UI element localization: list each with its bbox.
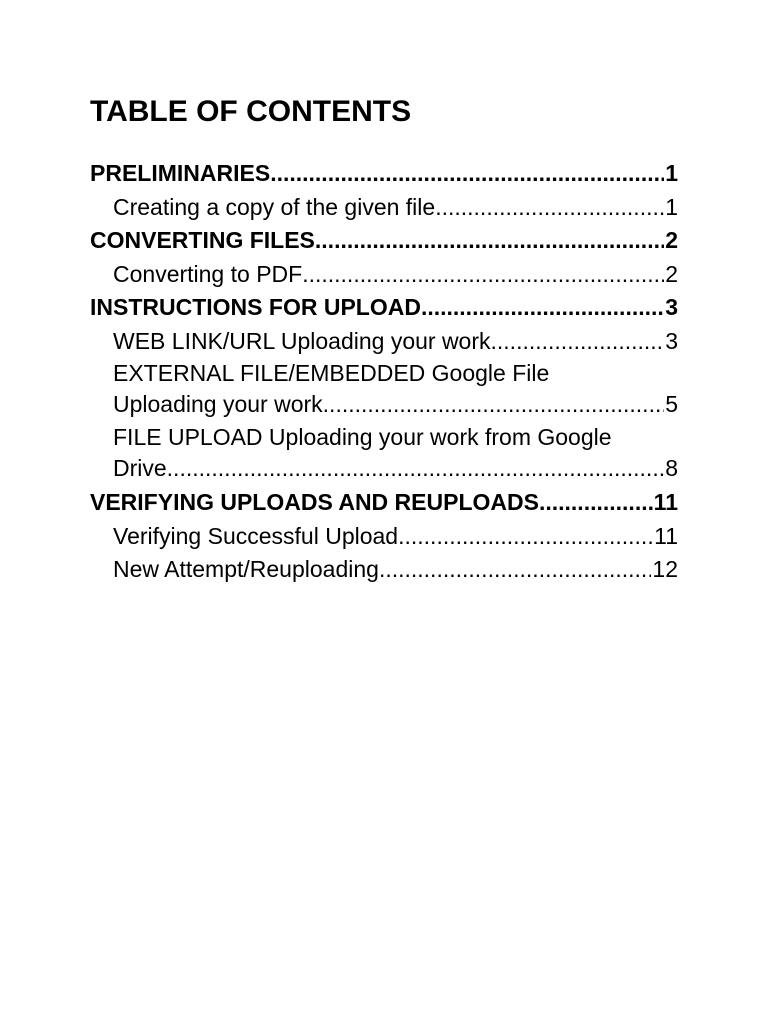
toc-page-number: 1 [665, 160, 678, 186]
toc-leader-dots [539, 486, 653, 520]
toc-entry-external-file[interactable] [90, 358, 678, 422]
toc-entry-label: PRELIMINARIES [90, 160, 271, 186]
toc-list [90, 157, 678, 587]
toc-entry-new-attempt[interactable] [90, 553, 678, 587]
toc-entry-label: Converting to PDF [113, 260, 303, 287]
toc-page-number: 2 [665, 260, 678, 287]
toc-leader-dots [270, 157, 664, 191]
toc-leader-dots [315, 224, 664, 258]
toc-page-number: 3 [665, 294, 678, 320]
toc-leader-dots [379, 553, 651, 587]
toc-entry-verifying-uploads[interactable] [90, 486, 678, 520]
toc-page-number: 8 [665, 455, 678, 481]
toc-entry-label: Creating a copy of the given file [113, 193, 436, 220]
toc-leader-dots [323, 389, 665, 420]
toc-entry-label-line1: FILE UPLOAD Uploading your work from Google [113, 424, 612, 450]
toc-entry-label: Uploading your work [113, 391, 323, 417]
toc-page-number: 1 [665, 193, 678, 220]
toc-entry-label: INSTRUCTIONS FOR UPLOAD [90, 294, 421, 320]
toc-entry-label: VERIFYING UPLOADS AND REUPLOADS [90, 489, 539, 515]
toc-entry-verifying-successful[interactable] [90, 520, 678, 554]
toc-entry-label: Verifying Successful Upload [113, 522, 399, 549]
toc-page-number: 3 [665, 327, 678, 354]
toc-page-number: 12 [652, 556, 678, 582]
toc-page-number: 2 [665, 227, 678, 253]
toc-entry-file-upload[interactable] [90, 422, 678, 486]
toc-entry-label: Drive [113, 455, 167, 481]
toc-entry-converting-pdf[interactable] [90, 258, 678, 292]
toc-entry-creating-copy[interactable] [90, 191, 678, 225]
toc-leader-dots [302, 258, 664, 292]
toc-leader-dots [398, 520, 653, 554]
toc-page-number: 11 [653, 489, 678, 515]
toc-entry-label: WEB LINK/URL Uploading your work [113, 327, 491, 354]
toc-title: TABLE OF CONTENTS [90, 95, 412, 128]
toc-leader-dots [491, 325, 665, 359]
toc-leader-dots [421, 291, 664, 325]
toc-entry-label: New Attempt/Reuploading [113, 556, 379, 582]
toc-entry-converting-files[interactable] [90, 224, 678, 258]
toc-entry-instructions-upload[interactable] [90, 291, 678, 325]
toc-page-number: 5 [665, 391, 678, 417]
toc-page-number: 11 [654, 522, 678, 549]
toc-entry-web-link[interactable] [90, 325, 678, 359]
toc-entry-preliminaries[interactable] [90, 157, 678, 191]
toc-leader-dots [435, 191, 664, 225]
toc-leader-dots [167, 453, 665, 484]
toc-entry-label-line1: EXTERNAL FILE/EMBEDDED Google File [113, 360, 550, 386]
toc-entry-label: CONVERTING FILES [90, 227, 315, 253]
